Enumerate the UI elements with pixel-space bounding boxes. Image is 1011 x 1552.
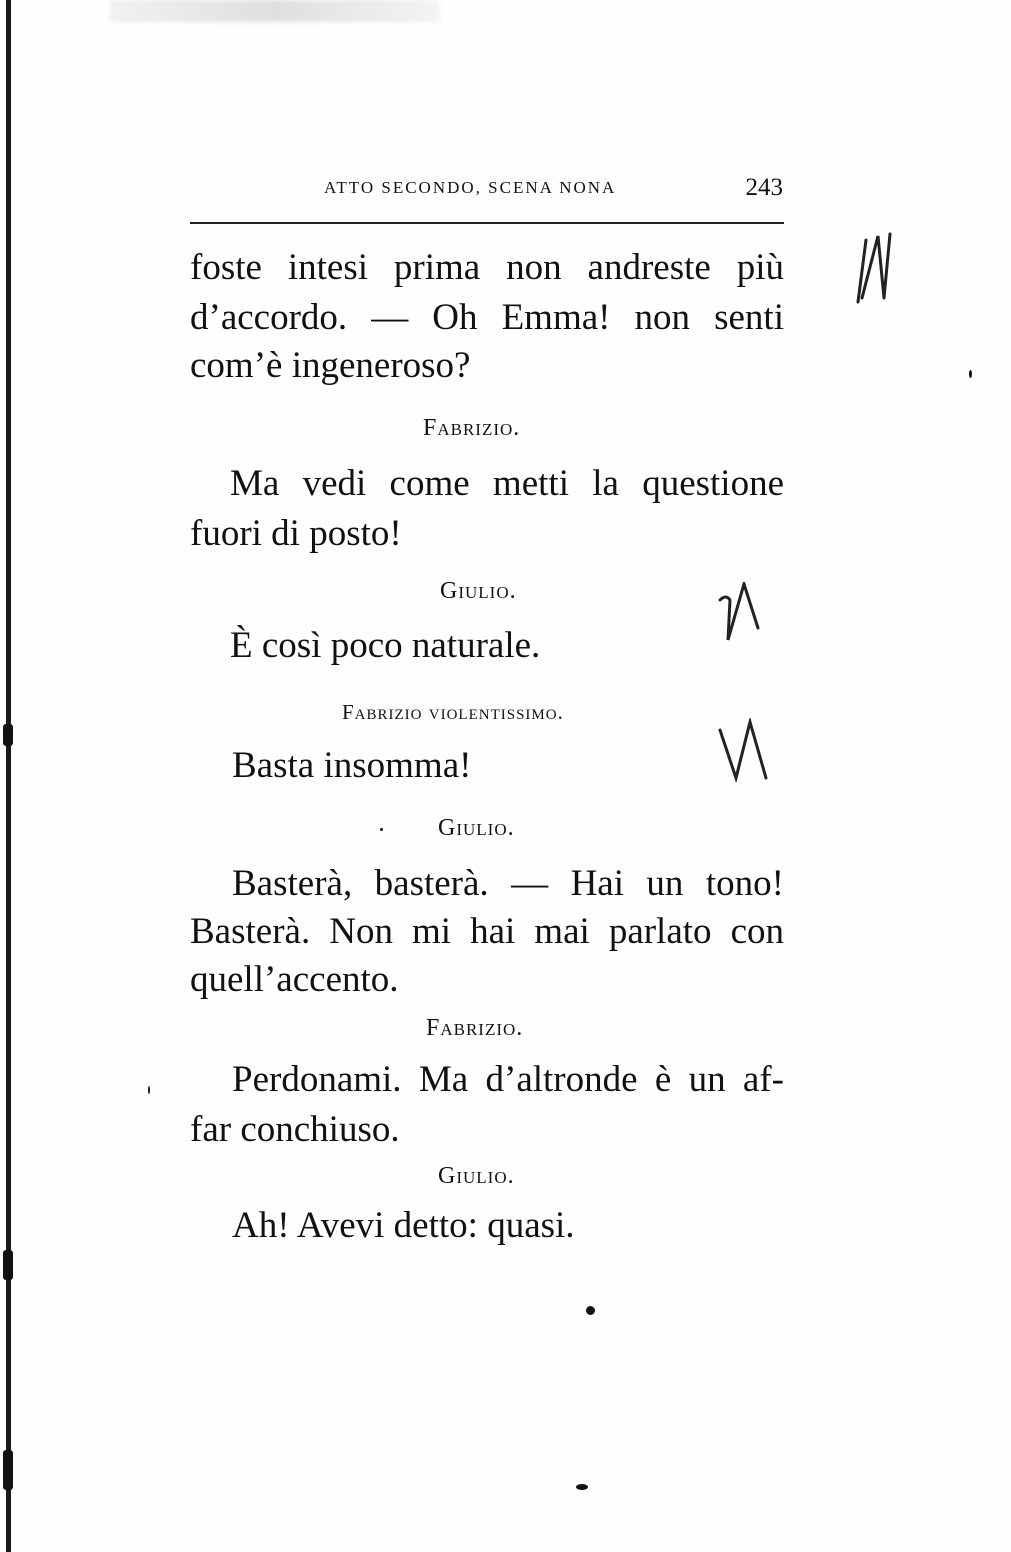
- speaker-name: Fabrizio.: [426, 1015, 524, 1041]
- dialogue-line: Basta insomma!: [232, 745, 472, 786]
- dialogue-line: Ah! Avevi detto: quasi.: [232, 1205, 575, 1246]
- ink-speck: [380, 828, 383, 831]
- ink-speck: [969, 370, 972, 378]
- book-spine-edge: [6, 0, 11, 1552]
- spine-blot: [3, 724, 13, 746]
- dialogue-line: fuori di posto!: [190, 513, 402, 554]
- speaker-name: Giulio.: [438, 815, 515, 841]
- handwritten-check-mark-icon: [850, 228, 900, 308]
- spine-blot: [3, 1250, 13, 1280]
- dialogue-line: È così poco naturale.: [230, 625, 541, 666]
- dialogue-line: Basterà. Non mi hai mai parlato con: [190, 911, 784, 952]
- speaker-name: Giulio.: [440, 578, 517, 604]
- speaker-name: Giulio.: [438, 1163, 515, 1189]
- page-number: 243: [745, 174, 783, 201]
- speaker-name-with-direction: Fabrizio violentissimo.: [342, 700, 564, 724]
- dialogue-line: Perdonami. Ma d’altronde è un af-: [232, 1059, 784, 1100]
- spine-blot: [3, 1450, 13, 1490]
- ink-speck: [576, 1484, 588, 1490]
- handwritten-check-mark-icon: [716, 582, 776, 646]
- dialogue-line: quell’accento.: [190, 959, 399, 1000]
- dialogue-line: Basterà, basterà. — Hai un tono!: [232, 863, 784, 904]
- ink-speck: [148, 1086, 150, 1094]
- dialogue-line: far conchiuso.: [190, 1109, 400, 1150]
- dialogue-line: foste intesi prima non andreste più: [190, 247, 784, 288]
- dialogue-line: Ma vedi come metti la questione: [230, 463, 784, 504]
- running-title: ATTO SECONDO, SCENA NONA: [324, 178, 617, 197]
- dialogue-line: com’è ingeneroso?: [190, 345, 471, 386]
- ink-speck: [586, 1306, 595, 1315]
- dialogue-line: d’accordo. — Oh Emma! non senti: [190, 297, 784, 338]
- speaker-name: Fabrizio.: [423, 415, 521, 441]
- play-text: [190, 0, 785, 1552]
- handwritten-check-mark-icon: [716, 718, 776, 782]
